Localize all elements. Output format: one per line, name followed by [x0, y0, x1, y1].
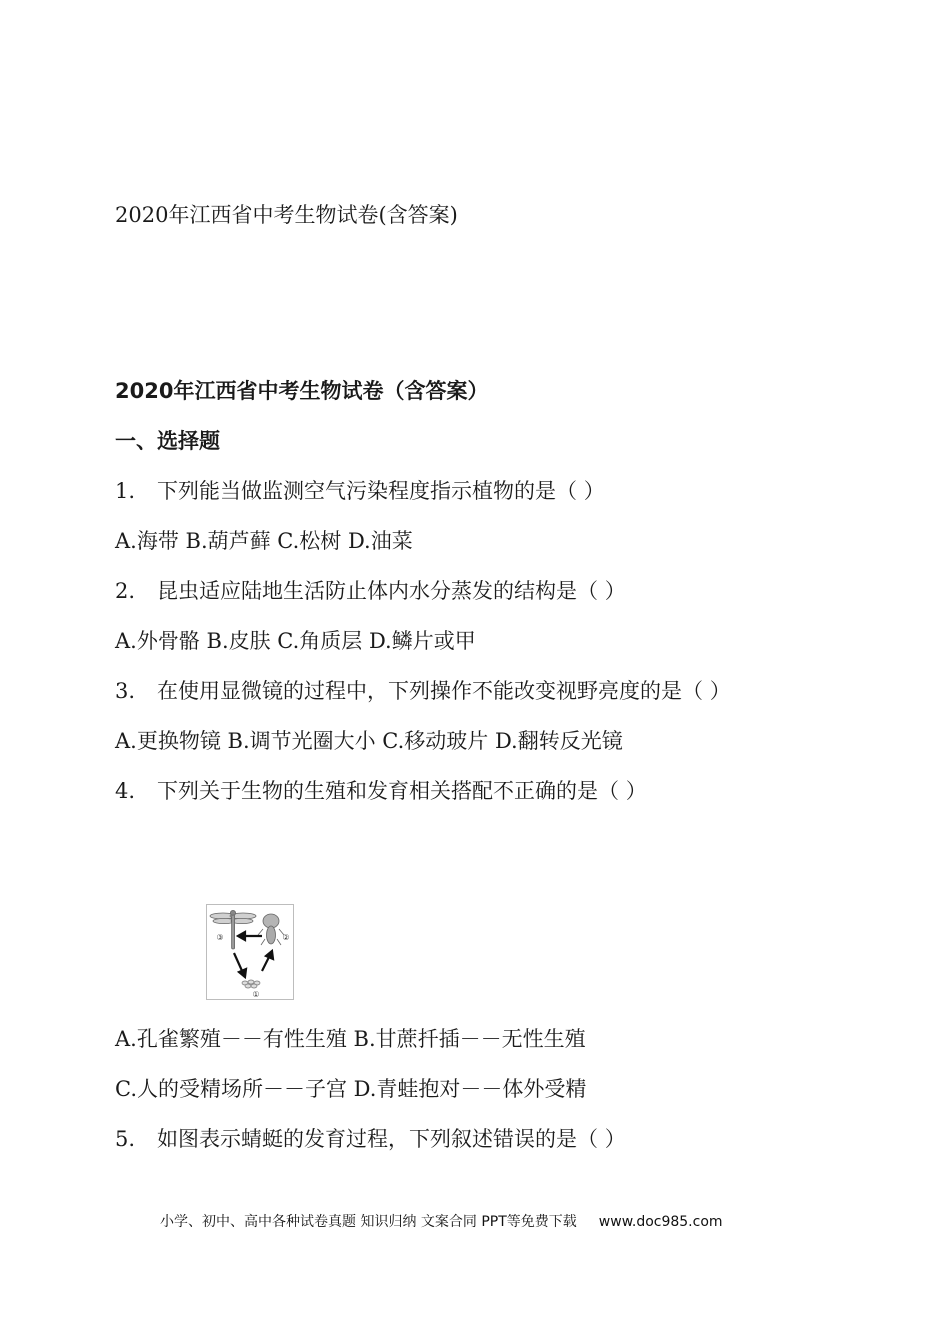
- question-4-options-1: A.孔雀繁殖－－有性生殖 B.甘蔗扦插－－无性生殖: [115, 1027, 586, 1051]
- nymph-icon: [258, 914, 284, 945]
- footer-url[interactable]: www.doc985.com: [598, 1214, 723, 1230]
- lifecycle-diagram: [207, 905, 293, 999]
- question-number: 3.: [115, 679, 136, 703]
- question-text: 昆虫适应陆地生活防止体内水分蒸发的结构是（ ）: [157, 579, 626, 603]
- question-1-options: A.海带 B.葫芦藓 C.松树 D.油菜: [115, 529, 413, 553]
- question-2-options: A.外骨骼 B.皮肤 C.角质层 D.鳞片或甲: [115, 629, 476, 653]
- question-text: 下列关于生物的生殖和发育相关搭配不正确的是（ ）: [157, 779, 647, 803]
- footer-text: 小学、初中、高中各种试卷真题 知识归纳 文案合同 PPT等免费下载: [160, 1214, 577, 1230]
- question-number: 5.: [115, 1127, 136, 1151]
- section-title: 一、选择题: [115, 429, 220, 453]
- question-number: 2.: [115, 579, 136, 603]
- question-text: 下列能当做监测空气污染程度指示植物的是（ ）: [157, 479, 605, 503]
- label-stage-3: ③: [216, 933, 224, 942]
- header-title: 2020年江西省中考生物试卷(含答案): [115, 203, 458, 227]
- question-4: [115, 778, 647, 804]
- question-number: 1.: [115, 479, 136, 503]
- document-title: 2020年江西省中考生物试卷（含答案）: [115, 379, 489, 403]
- question-3: [115, 678, 731, 704]
- question-3-options: A.更换物镜 B.调节光圈大小 C.移动玻片 D.翻转反光镜: [115, 729, 623, 753]
- question-text: 如图表示蜻蜓的发育过程，下列叙述错误的是（ ）: [157, 1127, 626, 1151]
- question-number: 4.: [115, 779, 136, 803]
- label-stage-1: ①: [252, 990, 260, 999]
- dragonfly-icon: [210, 910, 256, 949]
- question-text: 在使用显微镜的过程中，下列操作不能改变视野亮度的是（ ）: [157, 679, 731, 703]
- question-5: [115, 1126, 626, 1152]
- page-footer: [160, 1213, 723, 1231]
- eggs-icon: [242, 980, 260, 988]
- question-4-options-2: C.人的受精场所－－子宫 D.青蛙抱对－－体外受精: [115, 1077, 587, 1101]
- label-stage-2: ②: [282, 933, 290, 942]
- question-2: [115, 578, 626, 604]
- dragonfly-lifecycle-figure: [206, 904, 294, 1000]
- question-1: [115, 478, 605, 504]
